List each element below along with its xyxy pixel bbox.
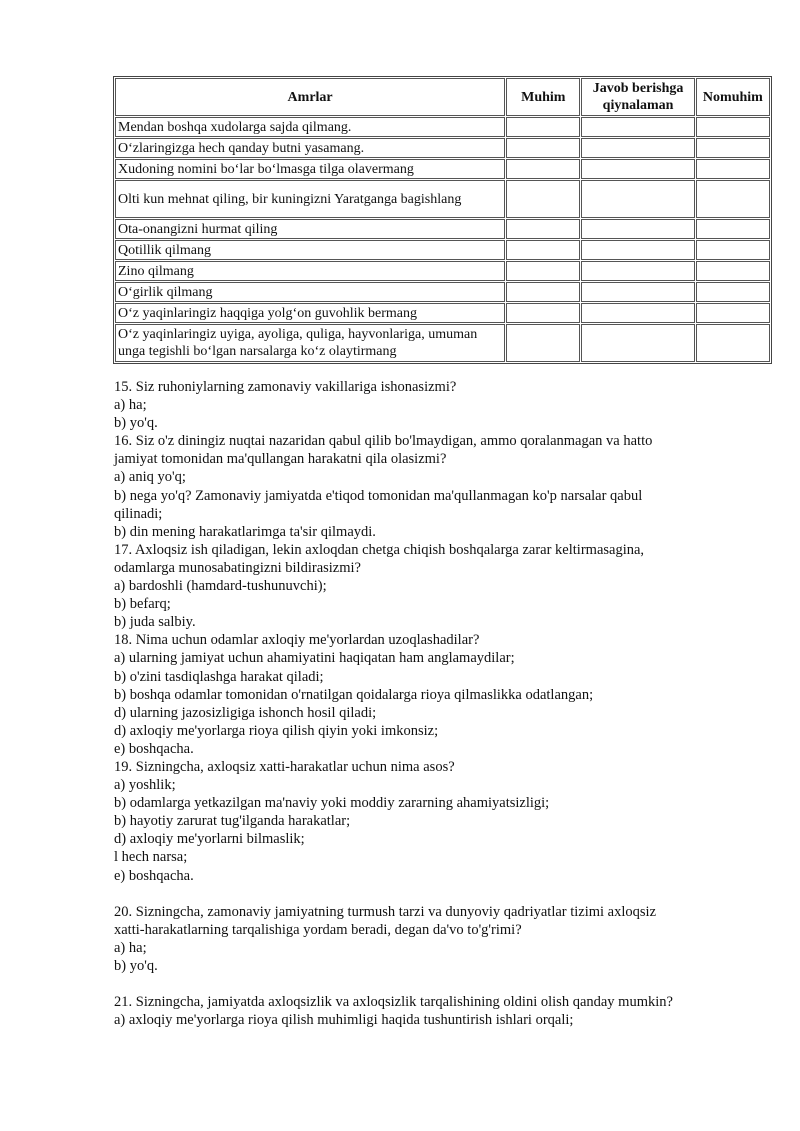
hard-to-answer-cell (581, 324, 694, 362)
text-line: xatti-harakatlarning tarqalishiga yordam beradi, degan da'vo to'g'rimi? (114, 921, 522, 938)
header-commandments: Amrlar (115, 78, 505, 116)
important-cell (506, 138, 580, 158)
hard-to-answer-cell (581, 261, 694, 281)
table-row (115, 324, 770, 362)
hard-to-answer-cell (581, 138, 694, 158)
table-row (115, 303, 770, 323)
unimportant-cell (696, 159, 770, 179)
text-line: a) yoshlik; (114, 777, 176, 794)
text-line: qilinadi; (114, 505, 163, 522)
commandment-text: Xudoning nomini bo‘lar bo‘lmasga tilga olavermang (115, 159, 505, 179)
text-line: d) axloqiy me'yorlarga rioya qilish qiyin yoki imkonsiz; (114, 722, 439, 739)
text-line: jamiyat tomonidan ma'qullangan harakatni qila olasizmi? (114, 451, 447, 468)
table-row (115, 219, 770, 239)
text-line: l hech narsa; (114, 849, 188, 866)
commandment-text: O‘z yaqinlaringiz uyiga, ayoliga, quliga, hayvonlariga, umuman unga tegishli bo‘lgan narsalarga ko‘z olaytirmang (115, 324, 505, 362)
table-row (115, 261, 770, 281)
text-line: 18. Nima uchun odamlar axloqiy me'yorlardan uzoqlashadilar? (114, 632, 480, 649)
unimportant-cell (696, 303, 770, 323)
important-cell (506, 261, 580, 281)
text-line: 15. Siz ruhoniylarning zamonaviy vakillariga ishonasizmi? (114, 379, 457, 395)
text-line: b) befarq; (114, 596, 171, 613)
commandment-text: Zino qilmang (115, 261, 505, 281)
text-line: a) ha; (114, 939, 147, 956)
commandment-text: O‘zlaringizga hech qanday butni yasamang. (115, 138, 505, 158)
text-line: 21. Sizningcha, jamiyatda axloqsizlik va axloqsizlik tarqalishining oldini olish qanday mumkin? (114, 994, 673, 1010)
important-cell (506, 240, 580, 260)
text-line: b) din mening harakatlarimga ta'sir qilmaydi. (114, 523, 376, 540)
table-row (115, 240, 770, 260)
unimportant-cell (696, 138, 770, 158)
important-cell (506, 219, 580, 239)
unimportant-cell (696, 117, 770, 137)
text-line: 19. Sizningcha, axloqsiz xatti-harakatlar uchun nima asos? (114, 758, 455, 775)
commandment-text: Qotillik qilmang (115, 240, 505, 260)
commandments-table (113, 76, 772, 364)
text-line: b) boshqa odamlar tomonidan o'rnatilgan qoidalarga rioya qilmaslikka odatlangan; (114, 686, 594, 703)
important-cell (506, 117, 580, 137)
hard-to-answer-cell (581, 159, 694, 179)
hard-to-answer-cell (581, 303, 694, 323)
commandment-text: O‘z yaqinlaringiz haqqiga yolg‘on guvohlik bermang (115, 303, 505, 323)
blank-line (114, 975, 754, 993)
unimportant-cell (696, 324, 770, 362)
important-cell (506, 303, 580, 323)
header-unimportant: Nomuhim (696, 78, 770, 116)
header-hard-to-answer: Javob berishga qiynalaman (581, 78, 694, 116)
important-cell (506, 180, 580, 218)
text-line: a) ularning jamiyat uchun ahamiyatini haqiqatan ham anglamaydilar; (114, 650, 515, 667)
table-row (115, 180, 770, 218)
table-row (115, 159, 770, 179)
header-important: Muhim (506, 78, 580, 116)
commandment-text: Ota-onangizni hurmat qiling (115, 219, 505, 239)
text-line: b) juda salbiy. (114, 614, 196, 631)
unimportant-cell (696, 240, 770, 260)
unimportant-cell (696, 261, 770, 281)
text-line: b) odamlarga yetkazilgan ma'naviy yoki moddiy zararning ahamiyatsizligi; (114, 795, 550, 812)
important-cell (506, 324, 580, 362)
text-line: 20. Sizningcha, zamonaviy jamiyatning turmush tarzi va dunyoviy qadriyatlar tizimi axloqsiz (114, 903, 657, 920)
hard-to-answer-cell (581, 117, 694, 137)
commandment-text: O‘girlik qilmang (115, 282, 505, 302)
text-line: d) axloqiy me'yorlarni bilmaslik; (114, 831, 305, 848)
table-row (115, 282, 770, 302)
hard-to-answer-cell (581, 219, 694, 239)
text-line: 16. Siz o'z diningiz nuqtai nazaridan qabul qilib bo'lmaydigan, ammo qoralanmagan va hatto (114, 433, 653, 450)
hard-to-answer-cell (581, 240, 694, 260)
text-line: b) yo'q. (114, 415, 158, 432)
text-line: a) axloqiy me'yorlarga rioya qilish muhimligi haqida tushuntirish ishlari orqali; (114, 1012, 574, 1029)
unimportant-cell (696, 219, 770, 239)
text-line: 17. Axloqsiz ish qiladigan, lekin axloqdan chetga chiqish boshqalarga zarar keltirmasagina, (114, 541, 645, 558)
text-line: d) ularning jazosizligiga ishonch hosil qiladi; (114, 704, 377, 721)
important-cell (506, 159, 580, 179)
blank-line (114, 885, 754, 903)
text-line: e) boshqacha. (114, 740, 194, 757)
text-line: e) boshqacha. (114, 867, 194, 884)
questionnaire-text (114, 378, 754, 1029)
text-line: b) hayotiy zarurat tug'ilganda harakatlar; (114, 813, 351, 830)
unimportant-cell (696, 282, 770, 302)
commandment-text: Olti kun mehnat qiling, bir kuningizni Yaratganga bagishlang (115, 180, 505, 218)
text-line: a) aniq yo'q; (114, 469, 186, 486)
text-line: odamlarga munosabatingizni bildirasizmi? (114, 559, 361, 576)
table-header-row (115, 78, 770, 116)
important-cell (506, 282, 580, 302)
text-line: b) o'zini tasdiqlashga harakat qiladi; (114, 668, 324, 685)
commandment-text: Mendan boshqa xudolarga sajda qilmang. (115, 117, 505, 137)
text-line: a) bardoshli (hamdard-tushunuvchi); (114, 578, 327, 595)
text-line: b) nega yo'q? Zamonaviy jamiyatda e'tiqod tomonidan ma'qullanmagan ko'p narsalar qabul (114, 487, 643, 504)
table-row (115, 117, 770, 137)
unimportant-cell (696, 180, 770, 218)
table-row (115, 138, 770, 158)
text-line: b) yo'q. (114, 957, 158, 974)
text-line: a) ha; (114, 397, 147, 414)
hard-to-answer-cell (581, 282, 694, 302)
hard-to-answer-cell (581, 180, 694, 218)
commandments-table-wrapper (113, 76, 772, 364)
